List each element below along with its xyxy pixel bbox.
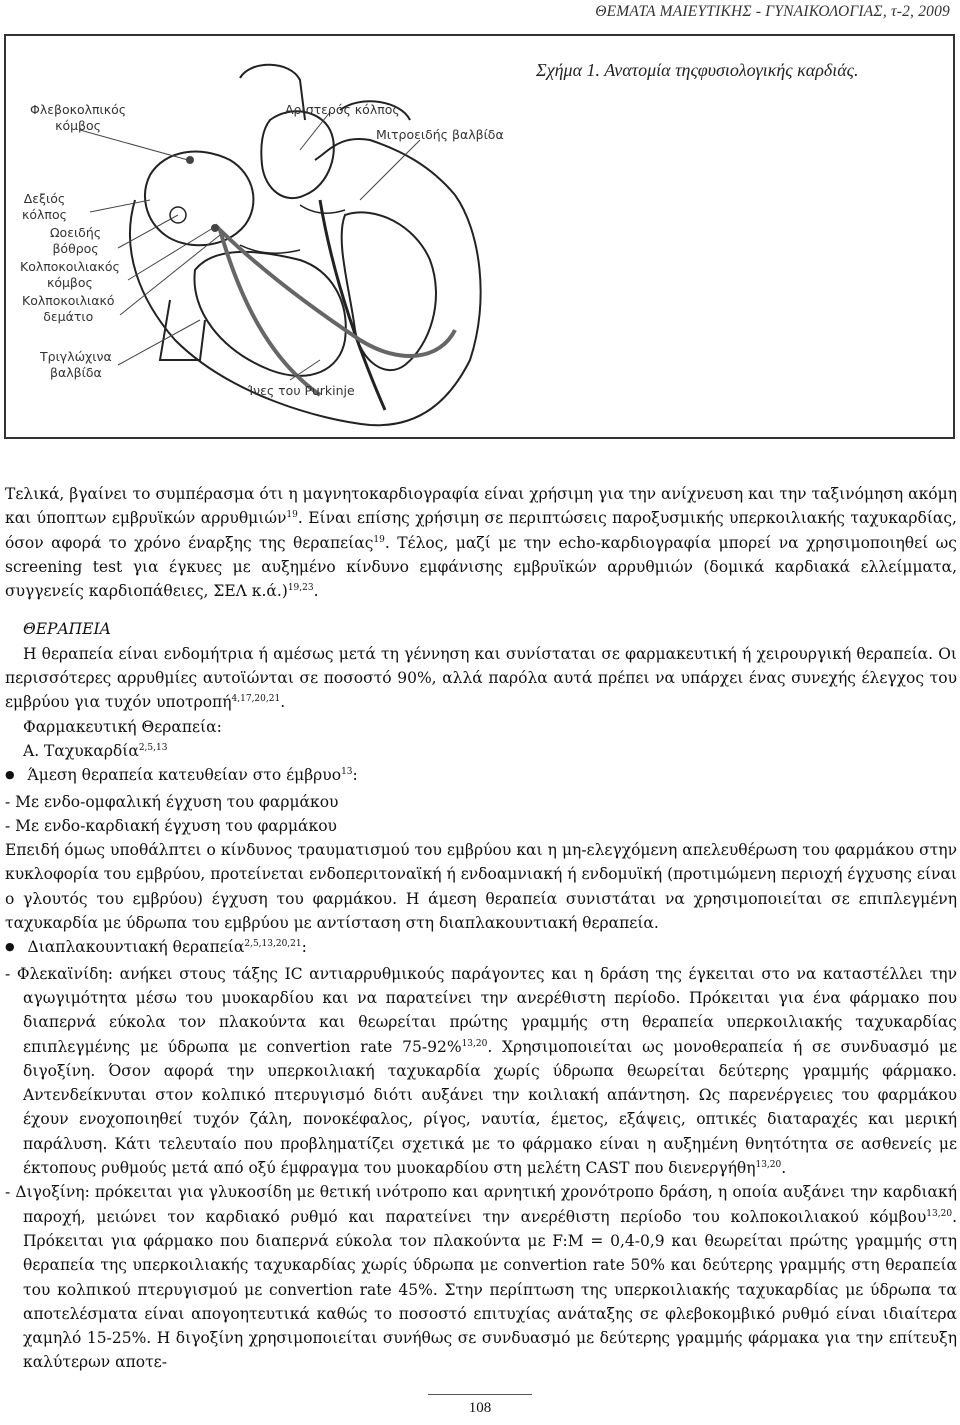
list-item-digoxin: [5, 1180, 957, 1374]
text-run: Η θεραπεία είναι ενδομήτρια ή αμέσως μετά τη γέννηση και συνίσταται σε φαρμακευτική ή χειρουργική θεραπεία. Οι περισσότερες αρρυθμίες αυτοϊώνται σε ποσοστό 90%, αλλά παρόλα αυτά πρέπει να υπάρχει ένας συνεχής έλεγχος του εμβρύου για τυχόν υποτροπή: [5, 644, 957, 712]
label-line: δεμάτιο: [43, 309, 94, 324]
label-line: βαλβίδα: [50, 365, 102, 380]
text-run: - Διγοξίνη: πρόκειται για γλυκοσίδη με θετική ινότροπο και αρνητική χρονότροπο δράση, η οποία αυξάνει την καρδιακή παροχή, μειώνει τον καρδιακό ρυθμό και παρατείνει την ανερέθιστη περίοδο του κολποκοιλιακού κόμβου: [5, 1183, 957, 1226]
label-tricuspid-valve: [40, 349, 112, 381]
label-left-atrium: Αριστερός κόλπος: [285, 102, 400, 117]
label-right-atrium: [22, 191, 67, 223]
bullet-direct-therapy: [5, 763, 957, 789]
text-run: . Είναι επίσης χρήσιμη σε περιπτώσεις παροξυσμικής υπερκοιλιακής ταχυκαρδίας, όσον αφορά το χρόνο έναρξης της θεραπείας: [5, 509, 957, 552]
text-run: . Πρόκειται για φάρμακο που διαπερνά εύκολα τον πλακούντα με F:M = 0,4-0,9 και θεωρείται πρώτης γραμμής στη θεραπεία της υπερκοιλιακής ταχυκαρδίας χωρίς ύδρωπα με convertion rate 50% και δεύτερης γραμμής στη θεραπεία του κολπικού πτερυγισμού με convertion rate 45%. Στην περίπτωση της υπερκοιλιακής ταχυκαρδίας με ύδρωπα τα αποτελέσματα είναι απογοητευτικά καθώς το ποσοστό επιτυχίας ανάταξης σε φλεβοκομβικό ρυθμό είναι ιδιαίτερα χαμηλό 15-25%. Η διγοξίνη χρησιμοποιείται συνήθως σε συνδυασμό με δεύτερης γραμμής φάρμακα για την επίτευξη καλύτερων αποτε-: [23, 1207, 957, 1372]
text-run: .: [280, 693, 286, 712]
label-line: Δεξιός: [23, 191, 66, 206]
citation: 13: [341, 767, 353, 778]
text-run: .: [781, 1159, 787, 1178]
text-run: Άμεση θεραπεία κατευθείαν στο έμβρυο: [27, 766, 342, 785]
text-run: - Φλεκαϊνίδη: ανήκει στους τάξης IC αντιαρρυθμικούς παράγοντες και η δράση της έγκειται στο να καταστέλλει την αγωγιμότητα μέσω του μυοκαρδίου και να παρατείνει την ανερέθιστη περίοδο. Πρόκειται για ένα φάρμακο που διαπερνά εύκολα τον πλακούντα και θεωρείται πρώτης γραμμής στη θεραπεία υπερκοιλιακής ταχυκαρδίας επιπλεγμένης με ύδρωπα με convertion rate 75-92%: [5, 964, 957, 1056]
list-item: - Με ενδο-ομφαλική έγχυση του φαρμάκου: [5, 792, 339, 811]
label-line: Τριγλώχινα: [40, 349, 112, 364]
subtitle-pharmaceutical: Φαρμακευτική Θεραπεία:: [23, 717, 222, 736]
figure-caption: Σχήμα 1. Ανατομία τηςφυσιολογικής καρδιάς.: [536, 60, 859, 80]
label-line: κόμβος: [46, 275, 93, 290]
list-item: - Με ενδο-καρδιακή έγχυση του φαρμάκου: [5, 816, 337, 835]
label-line: Κολποκοιλιακός: [20, 259, 120, 274]
label-line: Ωοειδής: [50, 225, 102, 240]
text-run: .: [313, 582, 319, 601]
paragraph-magnetocardiography: [5, 482, 957, 603]
citation: 2,5,13: [138, 742, 168, 753]
text-run: Α. Ταχυκαρδία: [23, 741, 139, 760]
subtitle-tachycardia: [5, 739, 957, 763]
citation: 13,20: [755, 1159, 782, 1170]
citation: 19: [373, 534, 385, 545]
paragraph-therapy: [5, 642, 957, 715]
journal-header: ΘΕΜΑΤΑ ΜΑΙΕΥΤΙΚΗΣ - ΓΥΝΑΙΚΟΛΟΓΙΑΣ, τ-2, 2009: [595, 3, 950, 20]
text-run: Τελικά, βγαίνει το συμπέρασμα ότι η μαγνητοκαρδιογραφία είναι χρήσιμη για την ανίχνευση και την ταξινόμηση ακόμη και ύποπτων εμβρυϊκών αρρυθμιών: [5, 485, 957, 528]
footer-rule: [428, 1394, 532, 1395]
citation: 2,5,13,20,21: [244, 939, 302, 950]
paragraph-risk: Επειδή όμως υποθάλπτει ο κίνδυνος τραυματισμού του εμβρύου και η μη-ελεγχόμενη απελευθέρωση του φαρμάκου στην κυκλοφορία του εμβρύου, προτείνεται ενδοπεριτοναϊκή ή ενδοαμνιακή ή ενδομυϊκή (προτιμώμενη περιοχή έγχυσης είναι ο γλουτός του εμβρύου) έγχυση του φαρμάκου. Η άμεση θεραπεία συνιστάται να χρησιμοποιείται σε επιπλεγμένη ταχυκαρδία με ύδρωπα του εμβρύου με αντίσταση στη διαπλακουντιακή θεραπεία.: [5, 841, 957, 933]
label-av-bundle: [22, 293, 115, 325]
citation: 13,20: [926, 1208, 953, 1219]
label-line: Κολποκοιλιακό: [22, 293, 115, 308]
text-run: Διαπλακουντιακή θεραπεία: [27, 938, 245, 957]
citation: 19: [286, 510, 298, 521]
label-sa-node: [30, 102, 126, 134]
text-run: :: [301, 938, 307, 957]
label-fossa-ovalis: [50, 225, 101, 257]
text-run: . Χρησιμοποιείται ως μονοθεραπεία ή σε συνδυασμό με διγοξίνη. Όσον αφορά την υπερκοιλιακή ταχυκαρδία χωρίς ύδρωπα θεωρείται δεύτερης γραμμής φάρμακο. Αντενδείκνυται στον κολπικό πτερυγισμό διότι αυξάνει την κοιλιακή απάντηση. Ως παρενέργειες του φαρμάκου έχουν ενοχοποιηθεί τυχόν ζάλη, πονοκέφαλος, ρίγος, ναυτία, έμετος, εξάψεις, οπτικές διαταραχές και μερική παράλυση. Κάτι τελευταίο που προβληματίζει σχετικά με το φάρμακο είναι η αυξημένη θνητότητα σε ασθενείς με έκτοπους ρυθμούς μετά από οξύ έμφραγμα του μυοκαρδίου στη μελέτη CAST που διενεργήθη: [23, 1037, 957, 1178]
label-mitral-valve: Μιτροειδής βαλβίδα: [376, 127, 504, 142]
list-item-flecainide: [5, 962, 957, 1181]
article-body: [5, 482, 957, 1375]
citation: 4,17,20,21: [231, 694, 281, 705]
label-line: κόλπος: [22, 207, 67, 222]
text-run: :: [352, 766, 358, 785]
citation: 19,23: [287, 583, 314, 594]
text-run: . Τέλος, μαζί με την echo-καρδιογραφία μπορεί να χρησιμοποιηθεί ως screening test για έγκυες με αυξημένο κίνδυνο εμφάνισης εμβρυϊκών αρρυθμιών (δομικά καρδιακά ελλείμματα, συγγενείς καρδιοπάθειες, ΣΕΛ κ.ά.): [5, 533, 957, 601]
citation: 13,20: [461, 1038, 488, 1049]
label-av-node: [20, 259, 120, 291]
label-purkinje-fibers: Ίνες του Purkinje: [248, 383, 355, 398]
page-number: 108: [468, 1400, 492, 1416]
label-line: βόθρος: [52, 241, 99, 256]
label-line: κόμβος: [55, 118, 102, 133]
bullet-transplacental: [5, 935, 957, 961]
section-title-therapy: ΘΕΡΑΠΕΙΑ: [23, 620, 111, 639]
label-line: Φλεβοκολπικός: [30, 102, 127, 117]
